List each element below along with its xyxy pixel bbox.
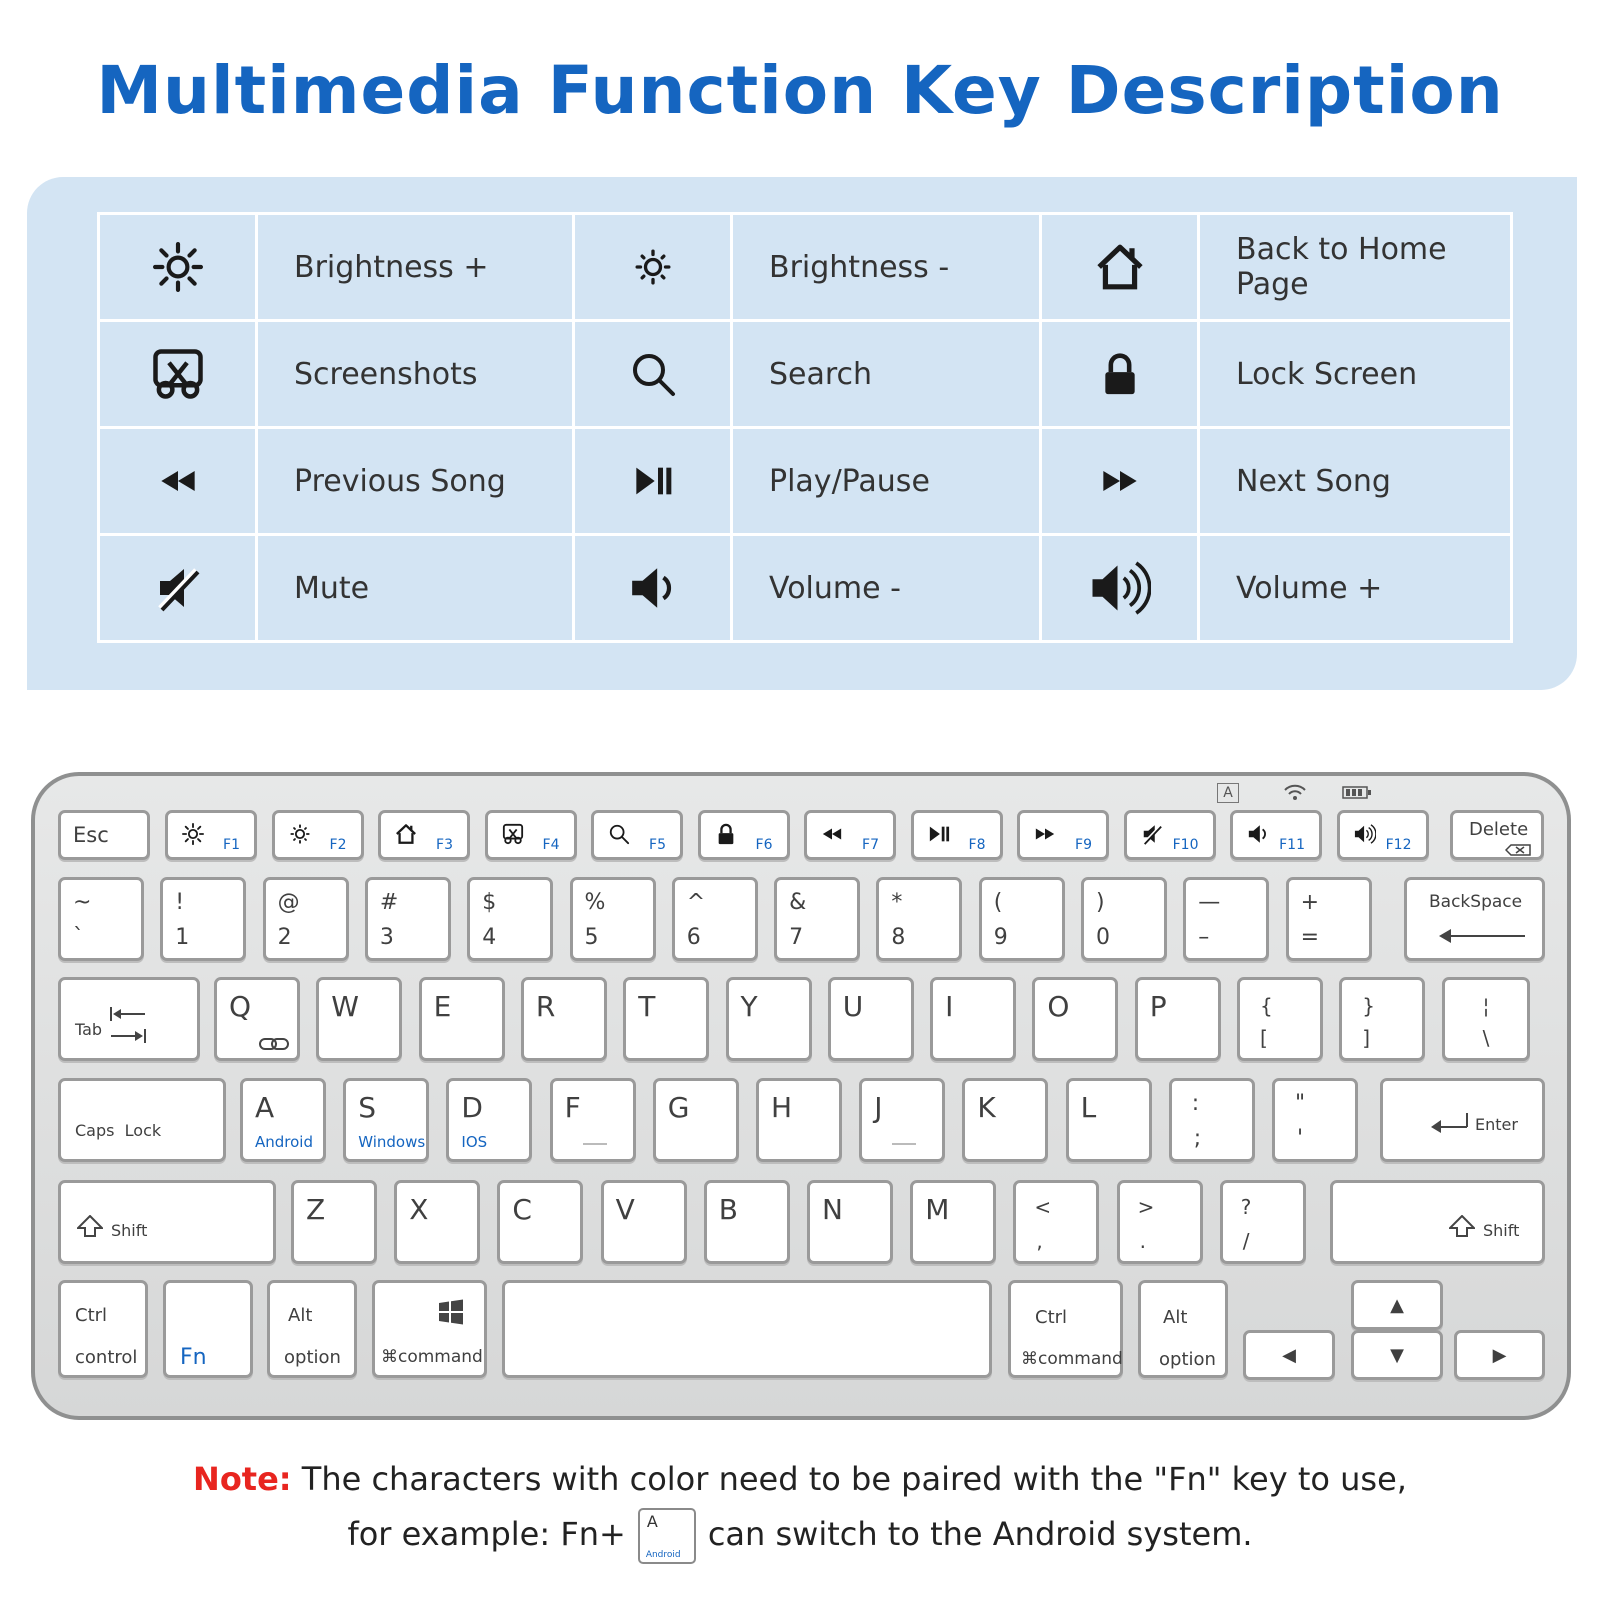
alt-key-bottom: option: [284, 1347, 341, 1368]
key-letter: V: [615, 1193, 635, 1226]
volume-down-icon: [1247, 823, 1269, 845]
key-letter: A: [255, 1091, 275, 1124]
android-key-sub: Android: [645, 1550, 681, 1560]
f10-key[interactable]: [1124, 810, 1216, 860]
key-letter: O: [1047, 990, 1070, 1023]
key-shift-symbol: @: [277, 890, 300, 915]
symbol-key[interactable]: [1339, 977, 1425, 1061]
key-letter: G: [667, 1091, 690, 1124]
caps-indicator-icon: A: [1217, 783, 1239, 803]
key-shift-symbol: >: [1137, 1195, 1155, 1219]
delete-key[interactable]: [1450, 810, 1544, 860]
right-shift-key-label: Shift: [1483, 1221, 1520, 1240]
key-base-symbol: .: [1139, 1229, 1146, 1253]
shift-arrow-icon: [77, 1215, 103, 1237]
key-base-symbol: 0: [1096, 925, 1110, 950]
alt-key-top: Alt: [288, 1305, 313, 1326]
fkey-label: F3: [436, 837, 453, 853]
letter-key[interactable]: [291, 1180, 377, 1264]
caps-lock-key[interactable]: [58, 1078, 226, 1162]
right-alt-key[interactable]: [1138, 1280, 1228, 1378]
letter-key[interactable]: [1135, 977, 1221, 1061]
legend-label: Screenshots: [257, 321, 574, 428]
letter-key[interactable]: [601, 1180, 687, 1264]
key-letter: E: [433, 990, 452, 1023]
number-row-key[interactable]: [467, 877, 553, 961]
legend-label: Next Song: [1199, 428, 1512, 535]
number-row-key[interactable]: [365, 877, 451, 961]
note-prefix: Note:: [193, 1460, 292, 1498]
ctrl-key[interactable]: [58, 1280, 148, 1378]
rewind-icon: [821, 823, 843, 845]
page-title: Multimedia Function Key Description: [96, 52, 1504, 129]
key-shift-symbol: —: [1198, 890, 1221, 915]
letter-key[interactable]: [316, 977, 402, 1061]
lock-icon: [715, 823, 737, 845]
home-icon: [395, 823, 417, 845]
letter-key[interactable]: [343, 1078, 429, 1162]
letter-key[interactable]: [756, 1078, 842, 1162]
windows-key-bottom: ⌘command: [381, 1347, 483, 1367]
home-row-bump: [583, 1143, 607, 1145]
legend-label: Back to Home Page: [1199, 214, 1512, 321]
key-base-symbol: \: [1482, 1026, 1490, 1050]
key-base-symbol: 6: [686, 925, 701, 950]
number-row-key[interactable]: [263, 877, 349, 961]
number-row-key[interactable]: [876, 877, 962, 961]
letter-key[interactable]: [910, 1180, 996, 1264]
arrow-left-key[interactable]: [1243, 1330, 1335, 1380]
key-base-symbol: ;: [1193, 1126, 1202, 1151]
key-shift-symbol: ?: [1240, 1195, 1252, 1219]
key-letter: N: [822, 1193, 843, 1226]
key-os-label: Windows: [358, 1133, 426, 1151]
arrow-left-icon: ◀: [1282, 1344, 1296, 1366]
letter-key[interactable]: [497, 1180, 583, 1264]
f12-key[interactable]: [1337, 810, 1429, 860]
fkey-label: F8: [968, 837, 986, 853]
arrow-right-icon: ▶: [1492, 1344, 1507, 1366]
key-shift-symbol: }: [1362, 994, 1376, 1018]
home-row-bump: [892, 1143, 916, 1145]
f4-key[interactable]: [485, 810, 577, 860]
esc-key[interactable]: [58, 810, 150, 860]
symbol-key[interactable]: [1442, 977, 1530, 1061]
letter-key[interactable]: [859, 1078, 945, 1162]
note-text-2a: for example: Fn+: [347, 1515, 626, 1553]
search-icon: [608, 823, 630, 845]
legend-label: Volume -: [732, 535, 1041, 642]
f1-key[interactable]: [165, 810, 257, 860]
key-base-symbol: 5: [584, 925, 599, 950]
letter-key[interactable]: [807, 1180, 893, 1264]
symbol-key[interactable]: [1237, 977, 1323, 1061]
key-base-symbol: –: [1198, 925, 1210, 950]
enter-key-label: Enter: [1475, 1115, 1518, 1134]
tab-key[interactable]: [58, 977, 200, 1061]
fkey-label: F9: [1075, 837, 1092, 853]
key-os-label: IOS: [461, 1133, 488, 1151]
number-row-key[interactable]: [570, 877, 656, 961]
f7-key[interactable]: [804, 810, 896, 860]
fkey-label: F7: [862, 837, 879, 853]
brightness-down-icon: [289, 823, 311, 845]
key-base-symbol: ]: [1362, 1026, 1371, 1050]
note-line-1: [0, 1460, 1600, 1498]
left-shift-key[interactable]: [58, 1180, 276, 1264]
letter-key[interactable]: [704, 1180, 790, 1264]
key-base-symbol: 2: [277, 925, 292, 950]
symbol-key[interactable]: [1169, 1078, 1255, 1162]
arrow-down-icon: ▼: [1390, 1344, 1404, 1366]
fkey-label: F5: [649, 837, 666, 853]
key-shift-symbol: ¦: [1482, 994, 1490, 1018]
key-base-symbol: 8: [891, 925, 906, 950]
right-alt-key-top: Alt: [1163, 1307, 1188, 1328]
letter-key[interactable]: [653, 1078, 739, 1162]
space-bar[interactable]: [502, 1280, 992, 1378]
letter-key[interactable]: [930, 977, 1016, 1061]
enter-arrow-icon: [1431, 1111, 1469, 1133]
key-letter: L: [1080, 1091, 1097, 1124]
key-letter: R: [535, 990, 556, 1023]
right-alt-key-bottom: option: [1159, 1349, 1216, 1370]
key-letter: T: [638, 990, 656, 1023]
letter-key[interactable]: [1066, 1078, 1152, 1162]
symbol-key[interactable]: [1272, 1078, 1358, 1162]
key-base-symbol: 7: [789, 925, 804, 950]
fn-key-label: Fn: [180, 1345, 207, 1370]
number-row-key[interactable]: [58, 877, 144, 961]
fast-forward-icon: [1034, 823, 1056, 845]
backspace-key[interactable]: [1404, 877, 1545, 961]
arrow-right-key[interactable]: [1454, 1330, 1545, 1380]
android-key-example: [638, 1508, 696, 1564]
legend-label: Brightness -: [732, 214, 1041, 321]
letter-key[interactable]: [394, 1180, 480, 1264]
key-base-symbol: 4: [482, 925, 497, 950]
key-letter: B: [718, 1193, 739, 1226]
key-letter: J: [874, 1091, 883, 1124]
right-ctrl-key[interactable]: [1008, 1280, 1123, 1378]
key-letter: X: [409, 1193, 429, 1226]
key-shift-symbol: *: [891, 890, 903, 915]
key-shift-symbol: #: [379, 890, 399, 915]
number-row-key[interactable]: [160, 877, 246, 961]
key-letter: C: [512, 1193, 532, 1226]
number-row-key[interactable]: [979, 877, 1065, 961]
caps-lock-key-label: Caps Lock: [75, 1121, 162, 1140]
letter-key[interactable]: [419, 977, 505, 1061]
key-shift-symbol: %: [584, 890, 606, 915]
arrow-up-icon: ▲: [1390, 1294, 1404, 1316]
symbol-key[interactable]: [1013, 1180, 1099, 1264]
backspace-key-label: BackSpace: [1429, 892, 1523, 912]
key-base-symbol: [: [1260, 1026, 1268, 1050]
letter-key[interactable]: [240, 1078, 326, 1162]
key-letter: S: [358, 1091, 376, 1124]
letter-key[interactable]: [521, 977, 607, 1061]
letter-key[interactable]: [550, 1078, 636, 1162]
right-shift-key[interactable]: [1330, 1180, 1545, 1264]
key-shift-symbol: :: [1191, 1091, 1200, 1116]
windows-logo-icon: [438, 1299, 464, 1325]
key-shift-symbol: ^: [686, 890, 706, 915]
key-shift-symbol: ): [1096, 890, 1105, 915]
f6-key[interactable]: [698, 810, 790, 860]
key-base-symbol: 1: [175, 925, 190, 950]
legend-label: Brightness +: [257, 214, 574, 321]
key-os-label: Android: [255, 1133, 313, 1151]
key-shift-symbol: <: [1034, 1195, 1052, 1219]
fkey-label: F4: [542, 837, 560, 853]
legend-label: Volume +: [1199, 535, 1512, 642]
f2-key[interactable]: [272, 810, 364, 860]
legend-label: Previous Song: [257, 428, 574, 535]
letter-key[interactable]: [726, 977, 812, 1061]
number-row-key[interactable]: [1081, 877, 1167, 961]
fkey-label: F6: [755, 837, 773, 853]
fkey-label: F1: [223, 837, 240, 853]
key-shift-symbol: !: [175, 890, 185, 915]
key-shift-symbol: &: [789, 890, 807, 915]
enter-key[interactable]: [1380, 1078, 1545, 1162]
key-letter: M: [925, 1193, 950, 1226]
android-key-letter: A: [646, 1512, 658, 1531]
fkey-label: F10: [1172, 837, 1199, 853]
right-ctrl-key-bottom: ⌘command: [1021, 1349, 1123, 1369]
f8-key[interactable]: [911, 810, 1003, 860]
key-letter: Z: [306, 1193, 326, 1226]
letter-key[interactable]: [214, 977, 300, 1061]
key-letter: U: [842, 990, 864, 1023]
f3-key[interactable]: [378, 810, 470, 860]
letter-key[interactable]: [828, 977, 914, 1061]
mute-icon: [1141, 823, 1163, 845]
number-row-key[interactable]: [1286, 877, 1372, 961]
backspace-arrow-icon: [1439, 928, 1525, 944]
note-text-2b: can switch to the Android system.: [707, 1515, 1253, 1553]
ctrl-key-top: Ctrl: [75, 1305, 108, 1326]
right-ctrl-key-top: Ctrl: [1035, 1307, 1068, 1328]
ctrl-key-bottom: control: [75, 1347, 138, 1368]
left-shift-key-label: Shift: [111, 1221, 148, 1240]
key-letter: I: [945, 990, 954, 1023]
key-base-symbol: =: [1300, 925, 1320, 950]
letter-key[interactable]: [446, 1078, 532, 1162]
brightness-up-icon: [182, 823, 204, 845]
note-line-2: [0, 1508, 1600, 1564]
play-pause-icon: [928, 823, 950, 845]
key-shift-symbol: (: [993, 890, 1003, 915]
fkey-label: F11: [1279, 837, 1305, 853]
letter-key[interactable]: [1032, 977, 1118, 1061]
key-base-symbol: ': [1297, 1126, 1304, 1151]
esc-key-label: Esc: [73, 823, 109, 847]
tab-key-label: Tab: [75, 1020, 103, 1039]
number-row-key[interactable]: [1183, 877, 1269, 961]
windows-command-key[interactable]: [372, 1280, 487, 1378]
key-letter: K: [977, 1091, 996, 1124]
symbol-key[interactable]: [1220, 1180, 1306, 1264]
f9-key[interactable]: [1017, 810, 1109, 860]
note-text-1: The characters with color need to be paired with the "Fn" key to use,: [301, 1460, 1407, 1498]
legend-label: Play/Pause: [732, 428, 1041, 535]
delete-key-label: Delete: [1469, 819, 1529, 840]
pairing-link-icon: [259, 1036, 289, 1052]
key-base-symbol: ,: [1036, 1229, 1043, 1253]
key-base-symbol: 3: [379, 925, 394, 950]
letter-key[interactable]: [962, 1078, 1048, 1162]
symbol-key[interactable]: [1117, 1180, 1203, 1264]
number-row-key[interactable]: [672, 877, 758, 961]
key-letter: P: [1149, 990, 1167, 1023]
key-letter: Q: [229, 990, 252, 1023]
key-base-symbol: `: [73, 925, 84, 950]
fn-key[interactable]: [163, 1280, 253, 1378]
key-letter: Y: [740, 990, 758, 1023]
letter-key[interactable]: [623, 977, 709, 1061]
key-shift-symbol: ": [1295, 1091, 1306, 1116]
key-base-symbol: /: [1242, 1229, 1250, 1253]
key-shift-symbol: $: [482, 890, 497, 915]
fkey-label: F12: [1385, 837, 1412, 853]
key-base-symbol: 9: [993, 925, 1008, 950]
key-letter: H: [771, 1091, 793, 1124]
arrow-down-key[interactable]: [1351, 1330, 1443, 1380]
key-letter: W: [331, 990, 359, 1023]
legend-label: Lock Screen: [1199, 321, 1512, 428]
fkey-label: F2: [329, 837, 347, 853]
tab-arrows-icon: [107, 1005, 149, 1045]
key-letter: F: [564, 1091, 581, 1124]
screenshot-icon: [502, 823, 524, 845]
legend-label: Search: [732, 321, 1041, 428]
arrow-up-key[interactable]: [1351, 1280, 1443, 1330]
f5-key[interactable]: [591, 810, 683, 860]
delete-glyph-icon: [1505, 844, 1531, 856]
key-letter: D: [461, 1091, 483, 1124]
alt-key[interactable]: [267, 1280, 357, 1378]
number-row-key[interactable]: [774, 877, 860, 961]
shift-arrow-icon: [1449, 1215, 1475, 1237]
legend-label: Mute: [257, 535, 574, 642]
key-shift-symbol: {: [1260, 994, 1273, 1018]
volume-up-icon: [1354, 823, 1376, 845]
f11-key[interactable]: [1230, 810, 1322, 860]
key-shift-symbol: ~: [73, 890, 92, 915]
key-shift-symbol: +: [1300, 890, 1320, 915]
